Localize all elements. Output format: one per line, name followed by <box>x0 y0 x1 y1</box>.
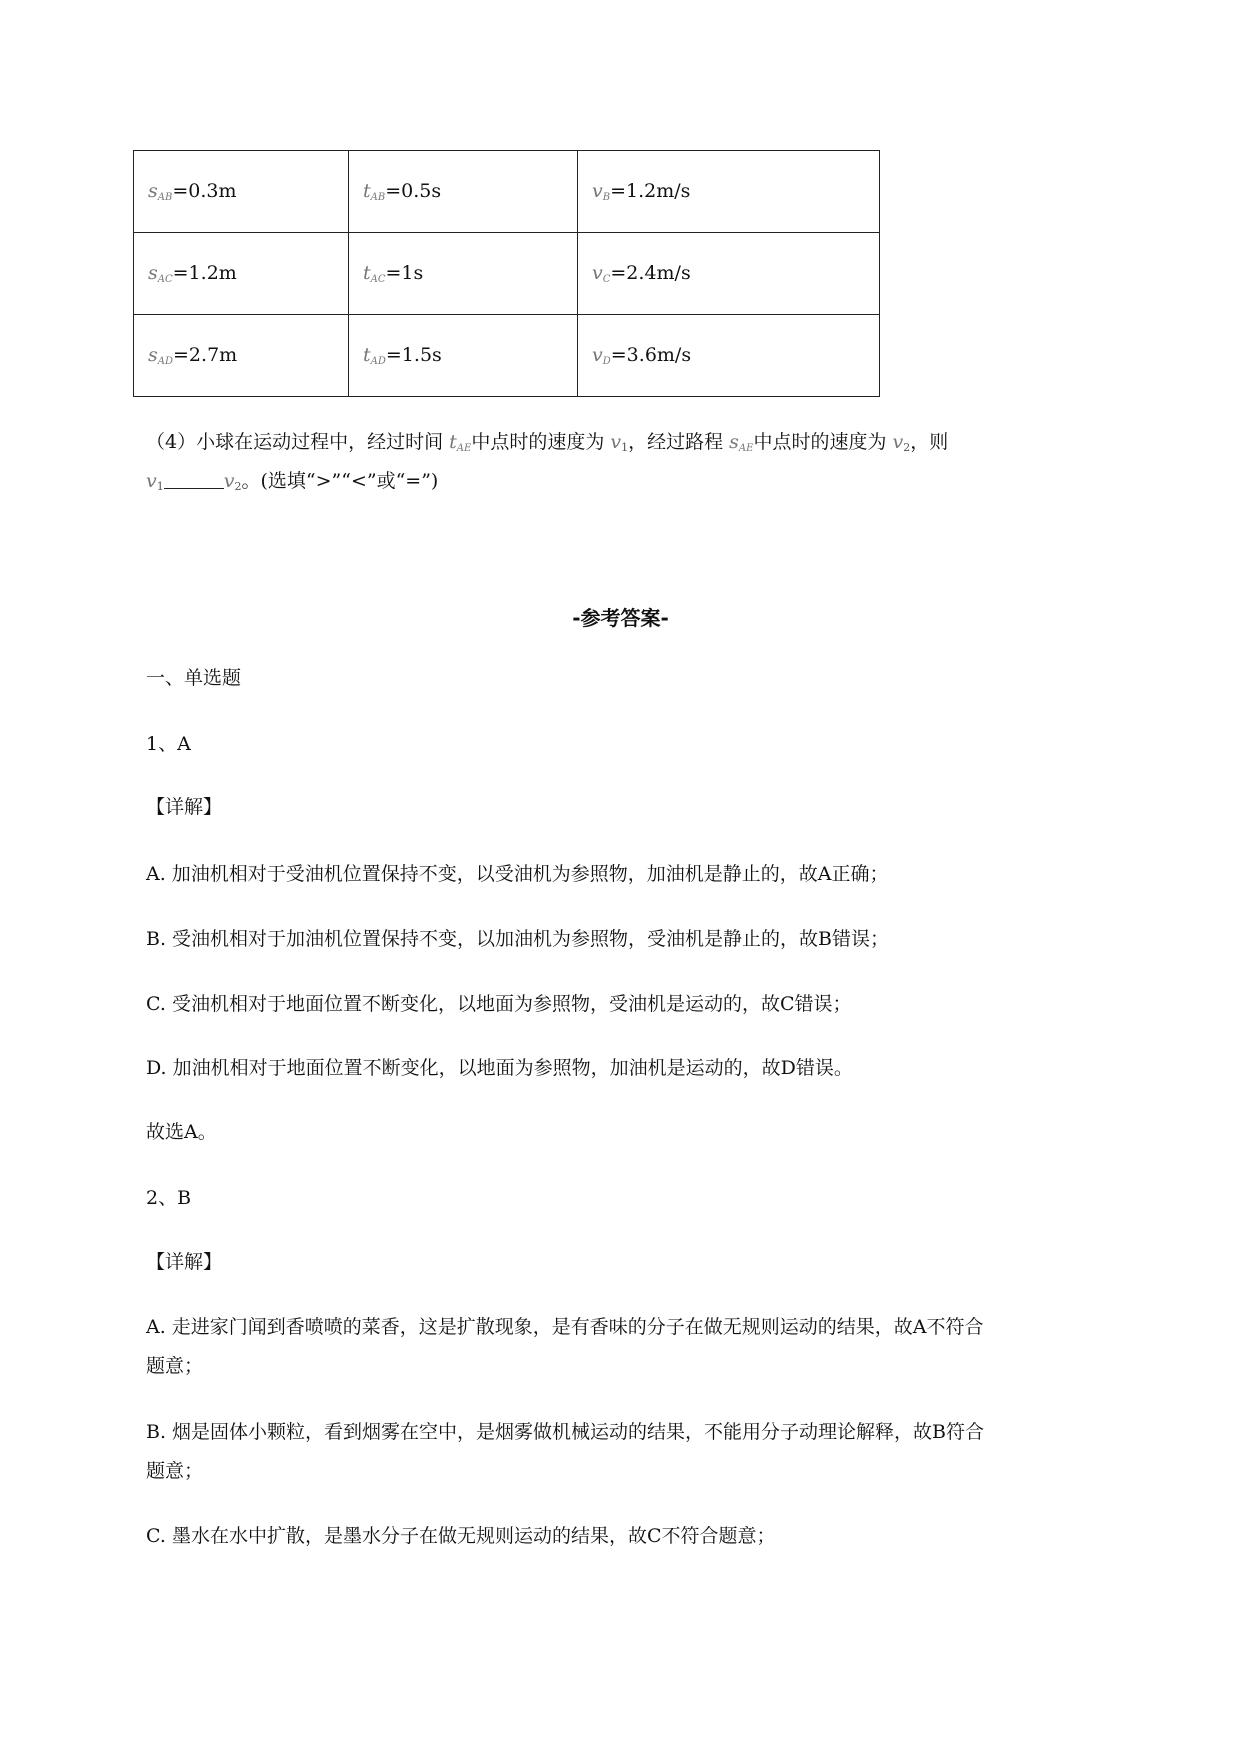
answer-1-detail-heading: 【详解】 <box>146 796 223 818</box>
answer-1-option-d: D. 加油机相对于地面位置不断变化，以地面为参照物，加油机是运动的，故D错误。 <box>146 1057 853 1079</box>
table-cell: $s_{AB}=0.3m$ <box>134 151 349 233</box>
answer-2-option-a-line-2: 题意； <box>146 1355 204 1377</box>
section-heading: 一、单选题 <box>146 667 242 689</box>
table-row <box>134 233 880 315</box>
table-cell: $s_{AC}=1.2m$ <box>134 233 349 315</box>
table-row <box>134 315 880 397</box>
measurement-table <box>133 150 880 397</box>
table-row <box>134 151 880 233</box>
answer-1-option-b: B. 受油机相对于加油机位置保持不变，以加油机为参照物，受油机是静止的，故B错误； <box>146 928 890 950</box>
answer-blank <box>164 472 224 489</box>
answers-title: -参考答案- <box>572 606 669 630</box>
answer-2-option-a-line-1: A. 走进家门闻到香喷喷的菜香，这是扩散现象，是有香味的分子在做无规则运动的结果，故A不符合 <box>146 1316 984 1338</box>
table-cell: $t_{AC}=1s$ <box>349 233 578 315</box>
table-cell: $s_{AD}=2.7m$ <box>134 315 349 397</box>
answer-2-option-b-line-1: B. 烟是固体小颗粒，看到烟雾在空中，是烟雾做机械运动的结果，不能用分子动理论解释，故B符合 <box>146 1421 985 1443</box>
answer-1-conclusion: 故选A。 <box>146 1121 217 1143</box>
question-4-line-1: （4）小球在运动过程中，经过时间 $t_{AE}$中点时的速度为 v1，经过路程 $s_{AE}$中点时的速度为 v2，则 <box>146 431 949 454</box>
table-cell: $v_C=2.4m/s$ <box>578 233 880 315</box>
answer-2-option-b-line-2: 题意； <box>146 1460 204 1482</box>
answer-2-detail-heading: 【详解】 <box>146 1251 223 1273</box>
question-4-line-2: v1 v2。(选填“>”“<”或“=”) <box>146 470 439 493</box>
answer-1-label: 1、A <box>146 733 191 755</box>
answer-2-label: 2、B <box>146 1187 192 1209</box>
table-cell: $v_D=3.6m/s$ <box>578 315 880 397</box>
table-cell: $t_{AB}=0.5s$ <box>349 151 578 233</box>
table-cell: $t_{AD}=1.5s$ <box>349 315 578 397</box>
answer-2-option-c: C. 墨水在水中扩散，是墨水分子在做无规则运动的结果，故C不符合题意； <box>146 1525 776 1547</box>
answer-1-option-c: C. 受油机相对于地面位置不断变化，以地面为参照物，受油机是运动的，故C错误； <box>146 993 852 1015</box>
table-cell: $v_B=1.2m/s$ <box>578 151 880 233</box>
answer-1-option-a: A. 加油机相对于受油机位置保持不变，以受油机为参照物，加油机是静止的，故A正确； <box>146 863 889 885</box>
